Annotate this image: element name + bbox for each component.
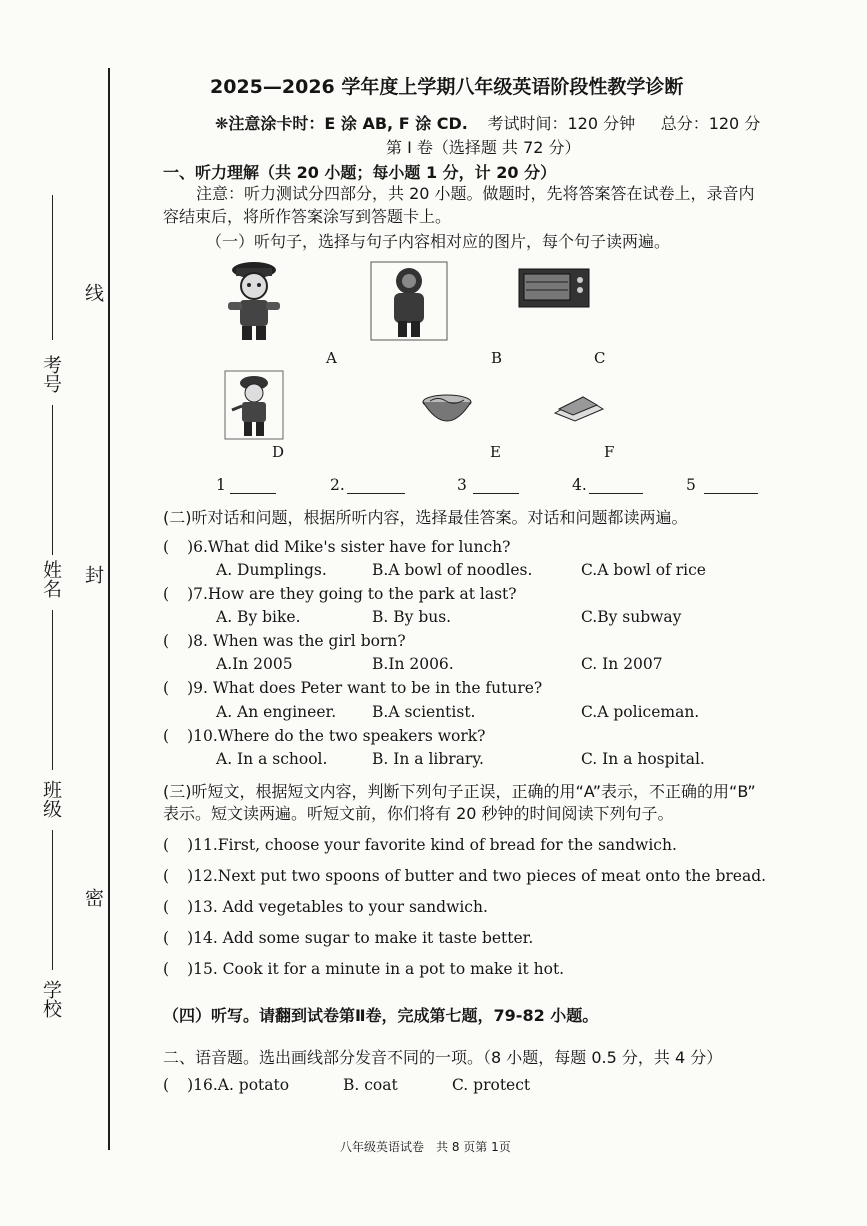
answer-blank-2[interactable]: 2. (330, 476, 405, 494)
question-16: ( )16.A. potato (163, 1076, 290, 1094)
picture-label-a: A (326, 349, 337, 367)
q6-option-c[interactable]: C.A bowl of rice (581, 561, 706, 579)
exam-notice (215, 111, 760, 134)
answer-blank-5[interactable]: 5 (686, 476, 758, 494)
picture-label-c: C (594, 349, 606, 367)
seal-line-label: 线 (82, 283, 104, 302)
answer-blank-3[interactable]: 3 (457, 476, 519, 494)
oven-icon (518, 268, 590, 308)
name-label: 姓名 (40, 560, 62, 598)
tf-item-11: ( )11.First, choose your favorite kind of bread for the sandwich. (163, 836, 677, 854)
tf-item-13: ( )13. Add vegetables to your sandwich. (163, 898, 488, 916)
tf-item-15: ( )15. Cook it for a minute in a pot to make it hot. (163, 960, 565, 978)
total-score: 总分：120 分 (660, 114, 761, 133)
sandwich-icon (553, 393, 605, 423)
exam-number-blank (52, 195, 53, 340)
card-notice: ❋注意涂卡时：E 涂 AB, F 涂 CD. (215, 114, 468, 133)
q6-option-a[interactable]: A. Dumplings. (216, 561, 327, 579)
tf-item-14: ( )14. Add some sugar to make it taste better. (163, 929, 534, 947)
listening-note-line2: 容结束后，将所作答案涂写到答题卡上。 (163, 207, 452, 226)
part3-instruction-line1: (三)听短文，根据短文内容，判断下列句子正误，正确的用“A”表示，不正确的用“B” (163, 782, 756, 801)
picture-label-e: E (490, 443, 501, 461)
bowl-of-noodles-icon (420, 390, 474, 430)
q6-option-b[interactable]: B.A bowl of noodles. (372, 561, 533, 579)
picture-label-b: B (491, 349, 503, 367)
q9-option-c[interactable]: C.A policeman. (581, 703, 700, 721)
part3-instruction-line2: 表示。短文读两遍。听短文前，你们将有 20 秒钟的时间阅读下列句子。 (163, 804, 674, 823)
school-blank (52, 830, 53, 970)
q8-option-b[interactable]: B.In 2006. (372, 655, 454, 673)
part1-instruction: （一）听句子，选择与句子内容相对应的图片，每个句子读两遍。 (206, 232, 671, 251)
seal-secret-label: 密 (82, 888, 104, 907)
q7-option-a[interactable]: A. By bike. (216, 608, 301, 626)
class-blank (52, 610, 53, 770)
q8-option-a[interactable]: A.In 2005 (216, 655, 293, 673)
police-officer-icon (222, 258, 286, 342)
section-two-heading: 二、语音题。选出画线部分发音不同的一项。（8 小题，每题 0.5 分，共 4 分） (163, 1048, 723, 1067)
q8-option-c[interactable]: C. In 2007 (581, 655, 663, 673)
q10-option-b[interactable]: B. In a library. (372, 750, 484, 768)
q9-option-a[interactable]: A. An engineer. (216, 703, 337, 721)
question-7: ( )7.How are they going to the park at last? (163, 585, 517, 603)
listening-note-line1: 注意：听力测试分四部分，共 20 小题。做题时，先将答案答在试卷上，录音内 (196, 184, 755, 203)
seal-seal-label: 封 (82, 565, 104, 584)
page-footer: 八年级英语试卷 共 8 页第 1页 (340, 1140, 511, 1154)
part-one-heading: 第 I 卷（选择题 共 72 分） (386, 138, 581, 157)
q7-option-b[interactable]: B. By bus. (372, 608, 452, 626)
exam-title: 2025—2026 学年度上学期八年级英语阶段性教学诊断 (210, 76, 684, 98)
q7-option-c[interactable]: C.By subway (581, 608, 682, 626)
class-label: 班级 (40, 780, 62, 818)
q10-option-a[interactable]: A. In a school. (216, 750, 328, 768)
part2-instruction: (二)听对话和问题，根据所听内容，选择最佳答案。对话和问题都读两遍。 (163, 508, 688, 527)
q10-option-c[interactable]: C. In a hospital. (581, 750, 705, 768)
exam-time: 考试时间：120 分钟 (487, 114, 636, 133)
question-10: ( )10.Where do the two speakers work? (163, 727, 486, 745)
astronaut-icon (370, 261, 448, 341)
q9-option-b[interactable]: B.A scientist. (372, 703, 476, 721)
tf-item-12: ( )12.Next put two spoons of butter and two pieces of meat onto the bread. (163, 867, 767, 885)
answer-blank-1[interactable]: 1 (216, 476, 276, 494)
question-9: ( )9. What does Peter want to be in the future? (163, 679, 543, 697)
section-one-heading: 一、听力理解（共 20 小题；每小题 1 分，计 20 分） (163, 163, 557, 182)
part4-dictation: （四）听写。请翻到试卷第Ⅱ卷，完成第七题，79-82 小题。 (163, 1006, 599, 1025)
picture-label-d: D (272, 443, 285, 461)
answer-blank-4[interactable]: 4. (572, 476, 643, 494)
binding-margin-line (108, 68, 110, 1150)
question-6: ( )6.What did Mike's sister have for lunch? (163, 538, 511, 556)
name-blank (52, 405, 53, 555)
picture-label-f: F (604, 443, 615, 461)
q16-option-b[interactable]: B. coat (343, 1076, 398, 1094)
firefighter-icon (224, 370, 284, 440)
q16-option-c[interactable]: C. protect (452, 1076, 531, 1094)
exam-number-label: 考号 (40, 355, 62, 393)
question-8: ( )8. When was the girl born? (163, 632, 406, 650)
school-label: 学校 (40, 980, 62, 1018)
